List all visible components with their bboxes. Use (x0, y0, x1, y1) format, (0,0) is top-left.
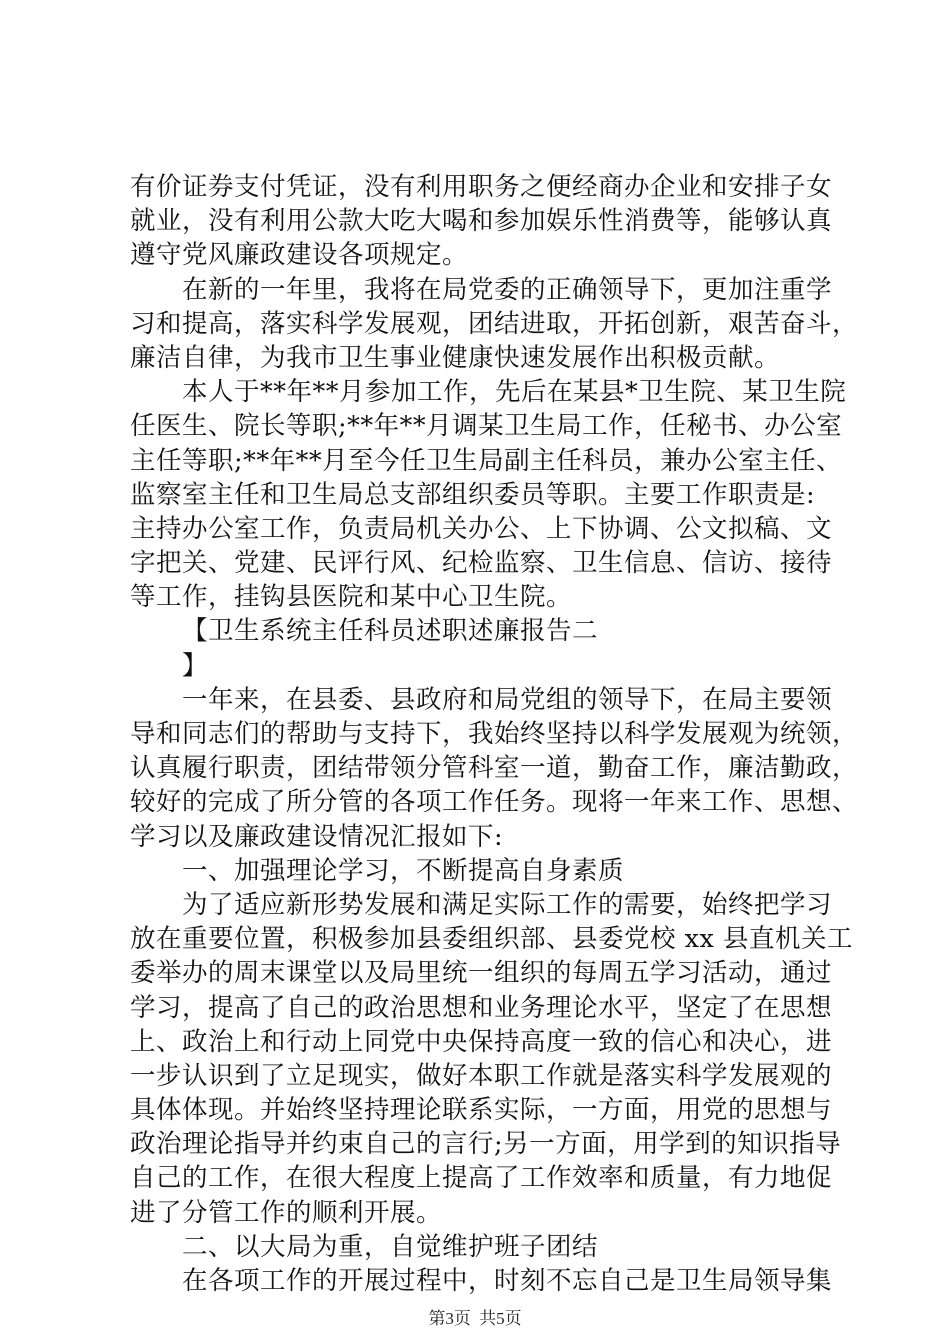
text-line: 等工作，挂钩县医院和某中心卫生院。 (130, 582, 573, 613)
text-line: 导和同志们的帮助与支持下，我始终坚持以科学发展观为统领， (130, 719, 859, 749)
text-line: 就业，没有利用公款大吃大喝和参加娱乐性消费等，能够认真 (130, 206, 833, 237)
text-line: 上、政治上和行动上同党中央保持高度一致的信心和决心，进 (130, 1026, 833, 1057)
text-line: 在新的一年里，我将在局党委的正确领导下，更加注重学 (182, 274, 833, 305)
text-line: 字把关、党建、民评行风、纪检监察、卫生信息、信访、接待 (130, 548, 833, 579)
text-line: 为了适应新形势发展和满足实际工作的需要，始终把学习 (182, 889, 833, 920)
text-line: 学习，提高了自己的政治思想和业务理论水平，坚定了在思想 (130, 992, 833, 1023)
text-line: 自己的工作，在很大程度上提高了工作效率和质量，有力地促 (130, 1163, 833, 1194)
text-line: 委举办的周末课堂以及局里统一组织的每周五学习活动，通过 (130, 958, 833, 989)
text-line: 一步认识到了立足现实，做好本职工作就是落实科学发展观的 (130, 1060, 833, 1091)
text-line: 主持办公室工作，负责局机关办公、上下协调、公文拟稿、文 (130, 513, 833, 544)
text-line: 政治理论指导并约束自己的言行;另一方面，用学到的知识指导 (130, 1129, 842, 1160)
text-line: 二、以大局为重，自觉维护班子团结 (182, 1231, 599, 1262)
text-line: 】 (182, 650, 209, 681)
text-line: 较好的完成了所分管的各项工作任务。现将一年来工作、思想、 (130, 787, 859, 818)
text-line: 习和提高，落实科学发展观，团结进取，开拓创新，艰苦奋斗， (130, 308, 859, 339)
page-number: 第3页 (428, 1309, 471, 1328)
text-line: 有价证券支付凭证，没有利用职务之便经商办企业和安排子女 (130, 172, 833, 202)
page-total: 共5页 (479, 1309, 522, 1328)
text-line: 监察室主任和卫生局总支部组织委员等职。主要工作职责是: (130, 479, 816, 510)
text-line: 具体体现。并始终坚持理论联系实际，一方面，用党的思想与 (130, 1095, 833, 1126)
text-line: 主任等职;**年**月至今任卫生局副主任科员，兼办公室主任、 (130, 445, 843, 476)
text-line: 进了分管工作的顺利开展。 (130, 1197, 443, 1228)
text-line: 遵守党风廉政建设各项规定。 (130, 240, 469, 271)
text-line: 【卫生系统主任科员述职述廉报告二 (182, 616, 599, 647)
page-footer (0, 1304, 950, 1329)
text-line: 认真履行职责，团结带领分管科室一道，勤奋工作，廉洁勤政， (130, 753, 859, 784)
document-body (130, 170, 859, 1298)
text-line: 一、加强理论学习，不断提高自身素质 (182, 855, 625, 886)
text-line: 放在重要位置，积极参加县委组织部、县委党校 xx 县直机关工 (130, 924, 853, 955)
text-line: 学习以及廉政建设情况汇报如下: (130, 821, 504, 852)
text-line: 廉洁自律，为我市卫生事业健康快速发展作出积极贡献。 (130, 342, 781, 373)
text-line: 一年来，在县委、县政府和局党组的领导下，在局主要领 (182, 684, 833, 715)
text-line: 任医生、院长等职;**年**月调某卫生局工作，任秘书、办公室 (130, 411, 843, 442)
text-line: 本人于**年**月参加工作，先后在某县*卫生院、某卫生院 (182, 377, 847, 408)
text-line: 在各项工作的开展过程中，时刻不忘自己是卫生局领导集 (182, 1266, 833, 1296)
